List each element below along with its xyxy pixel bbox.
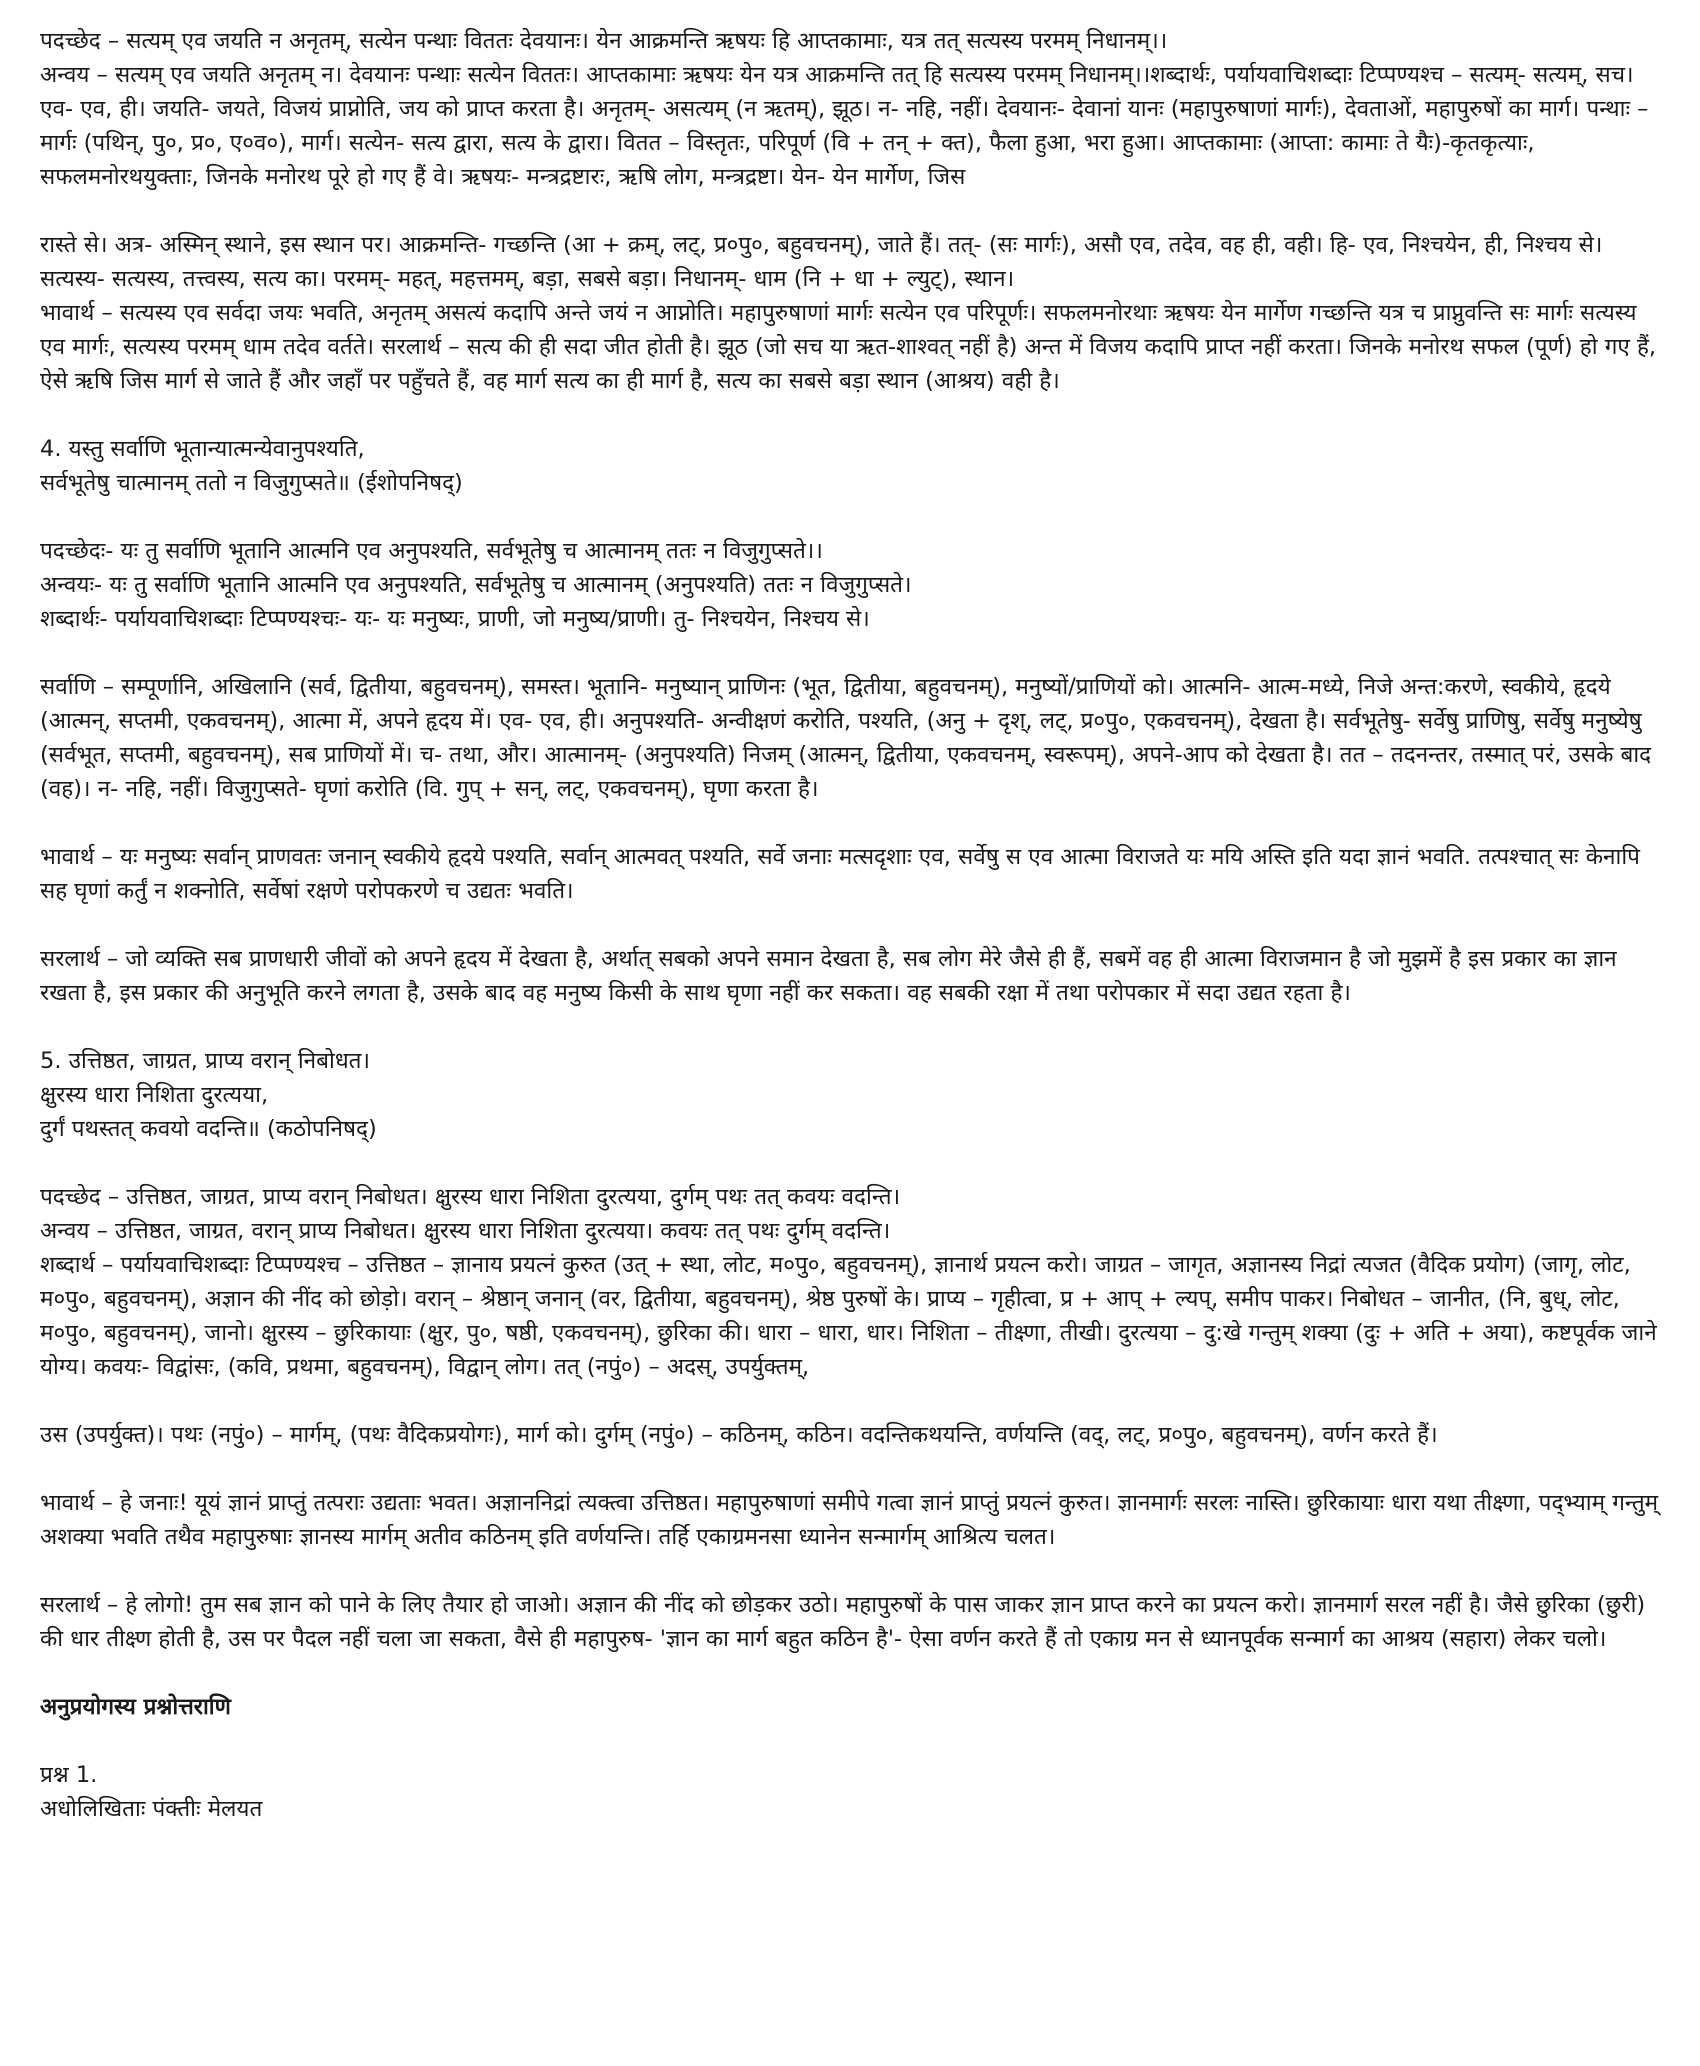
text-line: पदच्छेदः- यः तु सर्वाणि भूतानि आत्मनि एव अनुपश्यति, सर्वभूतेषु च आत्मानम् ततः न विजुगुप्सते।। (40, 538, 823, 564)
text-line: सरलार्थ – हे लोगो! तुम सब ज्ञान को पाने के लिए तैयार हो जाओ। अज्ञान की नींद को छोड़कर उठो। महापुरुषों के पास जाकर ज्ञान प्राप्त करने का प्रयत्न करो। ज्ञानमार्ग सरल नहीं है। जैसे छुरिका (छुरी) की धार तीक्ष्ण होती है, उस पर पैदल नहीं चला जा सकता, वैसे ही महापुरुष- 'ज्ञान का मार्ग बहुत कठिन है'- ऐसा वर्णन करते हैं तो एकाग्र मन से ध्यानपूर्वक सन्मार्ग का आश्रय (सहारा) लेकर चलो। (40, 1592, 1646, 1652)
text-line: शब्दार्थः- पर्यायवाचिशब्दाः टिप्पण्यश्चः- यः- यः मनुष्यः, प्राणी, जो मनुष्य/प्राणी। तु- निश्चयेन, निश्चय से। (40, 606, 870, 632)
paragraph-padchhed-anvay-1 (40, 24, 1660, 194)
section-heading: अनुप्रयोगस्य प्रश्नोत्तराणि (40, 1694, 231, 1720)
text-line: उस (उपर्युक्त)। पथः (नपुं०) – मार्गम्, (पथः वैदिकप्रयोगः), मार्ग को। दुर्गम् (नपुं०) – कठिनम्, कठिन। वदन्तिकथयन्ति, वर्णयन्ति (वद्, लट्, प्र०पु०, बहुवचनम्), वर्णन करते हैं। (40, 1422, 1438, 1448)
text-line: सर्वाणि – सम्पूर्णानि, अखिलानि (सर्व, द्वितीया, बहुवचनम्), समस्त। भूतानि- मनुष्यान् प्राणिनः (भूत, द्वितीया, बहुवचनम्), मनुष्यों/प्राणियों को। आत्मनि- आत्म-मध्ये, निजे अन्त:करणे, स्वकीये, हृदये (आत्मन्, सप्तमी, एकवचनम्), आत्मा में, अपने हृदय में। एव- एव, ही। अनुपश्यति- अन्वीक्षणं करोति, पश्यति, (अनु + दृश्, लट्, प्र०पु०, एकवचनम्), देखता है। सर्वभूतेषु- सर्वेषु प्राणिषु, सर्वेषु मनुष्येषु (सर्वभूत, सप्तमी, बहुवचनम्), सब प्राणियों में। च- तथा, और। आत्मानम्- (अनुपश्यति) निजम् (आत्मन्, द्वितीया, एकवचनम्, स्वरूपम्), अपने-आप को देखता है। तत – तदनन्तर, तस्मात् परं, उसके बाद (वह)। न- नहि, नहीं। विजुगुप्सते- घृणां करोति (वि. गुप् + सन्, लट्, एकवचनम्), घृणा करता है। (40, 674, 1652, 802)
verse-line: क्षुरस्य धारा निशिता दुरत्यया, (40, 1082, 269, 1108)
text-line: सरलार्थ – जो व्यक्ति सब प्राणधारी जीवों को अपने हृदय में देखता है, अर्थात् सबको अपने समान देखता है, सब लोग मेरे जैसे ही हैं, सबमें वह ही आत्मा विराजमान है जो मुझमें है इस प्रकार का ज्ञान रखता है, इस प्रकार की अनुभूति करने लगता है, उसके बाद वह मनुष्य किसी के साथ घृणा नहीं कर सकता। वह सबकी रक्षा में तथा परोपकार में सदा उद्यत रहता है। (40, 946, 1617, 1006)
text-line: भावार्थ – हे जनाः! यूयं ज्ञानं प्राप्तुं तत्पराः उद्यताः भवत। अज्ञाननिद्रां त्यक्त्वा उत्तिष्ठत। महापुरुषाणां समीपे गत्वा ज्ञानं प्राप्तुं प्रयत्नं कुरुत। ज्ञानमार्गः सरलः नास्ति। छुरिकायाः धारा यथा तीक्ष्णा, पद्भ्याम् गन्तुम् अशक्या भवति तथैव महापुरुषाः ज्ञानस्य मार्गम् अतीव कठिनम् इति वर्णयन्ति। तर्हि एकाग्रमनसा ध्यानेन सन्मार्गम् आश्रित्य चलत। (40, 1490, 1659, 1550)
paragraph-saralarth-4 (40, 942, 1660, 1010)
question-1 (40, 1758, 1660, 1826)
text-line: रास्ते से। अत्र- अस्मिन् स्थाने, इस स्थान पर। आक्रमन्ति- गच्छन्ति (आ + क्रम्, लट्, प्र०पु०, बहुवचनम्), जाते हैं। तत्- (सः मार्गः), असौ एव, तदेव, वह ही, वही। हि- एव, निश्चयेन, ही, निश्चय से। सत्यस्य- सत्यस्य, तत्त्वस्य, सत्य का। परमम्- महत्, महत्तमम्, बड़ा, सबसे बड़ा। निधानम्- धाम (नि + धा + ल्युट्), स्थान। (40, 232, 1603, 292)
section-heading-block (40, 1690, 1660, 1724)
text-line: पदच्छेद – सत्यम् एव जयति न अनृतम्, सत्येन पन्थाः विततः देवयानः। येन आक्रमन्ति ऋषयः हि आप्तकामाः, यत्र तत् सत्यस्य परमम् निधानम्।। (40, 28, 1168, 54)
text-line: अन्वयः- यः तु सर्वाणि भूतानि आत्मनि एव अनुपश्यति, सर्वभूतेषु च आत्मानम् (अनुपश्यति) ततः न विजुगुप्सते। (40, 572, 912, 598)
paragraph-shabdarth-5-continued (40, 1418, 1660, 1452)
paragraph-padchhed-anvay-4 (40, 534, 1660, 636)
question-number: प्रश्न 1. (40, 1762, 98, 1788)
text-line: पदच्छेद – उत्तिष्ठत, जाग्रत, प्राप्य वरान् निबोधत। क्षुरस्य धारा निशिता दुरत्यया, दुर्गम् पथः तत् कवयः वदन्ति। (40, 1184, 901, 1210)
verse-5 (40, 1044, 1660, 1146)
verse-line: 5. उत्तिष्ठत, जाग्रत, प्राप्य वरान् निबोधत। (40, 1048, 371, 1074)
text-line: भावार्थ – यः मनुष्यः सर्वान् प्राणवतः जनान् स्वकीये हृदये पश्यति, सर्वान् आत्मवत् पश्यति, सर्वे जनाः मत्सदृशाः एव, सर्वेषु स एव आत्मा विराजते यः मयि अस्ति इति यदा ज्ञानं भवति. तत्पश्चात् सः केनापि सह घृणां कर्तुं न शक्नोति, सर्वेषां रक्षणे परोपकरणे च उद्यतः भवति। (40, 844, 1640, 904)
text-line: शब्दार्थ – पर्यायवाचिशब्दाः टिप्पण्यश्च – उत्तिष्ठत – ज्ञानाय प्रयत्नं कुरुत (उत् + स्था, लोट, म०पु०, बहुवचनम्), ज्ञानार्थ प्रयत्न करो। जाग्रत – जागृत, अज्ञानस्य निद्रां त्यजत (वैदिक प्रयोग) (जागृ, लोट, म०पु०, बहुवचनम्), अज्ञान की नींद को छोड़ो। वरान् – श्रेष्ठान् जनान् (वर, द्वितीया, बहुवचनम्), श्रेष्ठ पुरुषों के। प्राप्य – गृहीत्वा, प्र + आप् + ल्यप्, समीप पाकर। निबोधत – जानीत, (नि, बुध्, लोट, म०पु०, बहुवचनम्), जानो। क्षुरस्य – छुरिकायाः (क्षुर, पु०, षष्ठी, एकवचनम्), छुरिका की। धारा – धारा, धार। निशिता – तीक्ष्णा, तीखी। दुरत्यया – दु:खे गन्तुम् शक्या (दुः + अति + अया), कष्टपूर्वक जाने योग्य। कवयः- विद्वांसः, (कवि, प्रथमा, बहुवचनम्), विद्वान् लोग। तत् (नपुं०) – अदस्, उपर्युक्तम्, (40, 1252, 1657, 1380)
verse-line: दुर्गं पथस्तत् कवयो वदन्ति॥ (कठोपनिषद्) (40, 1116, 377, 1142)
paragraph-padchhed-anvay-5 (40, 1180, 1660, 1384)
question-instruction: अधोलिखिताः पंक्तीः मेलयत (40, 1796, 263, 1822)
paragraph-shabdarth-4 (40, 670, 1660, 806)
verse-4 (40, 432, 1660, 500)
text-line: भावार्थ – सत्यस्य एव सर्वदा जयः भवति, अनृतम् असत्यं कदापि अन्ते जयं न आप्नोति। महापुरुषाणां मार्गः सत्येन एव परिपूर्णः। सफलमनोरथाः ऋषयः येन मार्गेण गच्छन्ति यत्र च प्राप्नुवन्ति सः मार्गः सत्यस्य एव मार्गः, सत्यस्य परमम् धाम तदेव वर्तते। सरलार्थ – सत्य की ही सदा जीत होती है। झूठ (जो सच या ऋत-शाश्वत् नहीं है) अन्त में विजय कदापि प्राप्त नहीं करता। जिनके मनोरथ सफल (पूर्ण) हो गए हैं, ऐसे ऋषि जिस मार्ग से जाते हैं और जहाँ पर पहुँचते हैं, वह मार्ग सत्य का ही मार्ग है, सत्य का सबसे बड़ा स्थान (आश्रय) वही है। (40, 300, 1657, 394)
text-line: अन्वय – उत्तिष्ठत, जाग्रत, वरान् प्राप्य निबोधत। क्षुरस्य धारा निशिता दुरत्यया। कवयः तत् पथः दुर्गम् वदन्ति। (40, 1218, 891, 1244)
paragraph-bhavarth-5 (40, 1486, 1660, 1554)
paragraph-bhavarth-4 (40, 840, 1660, 908)
text-line: अन्वय – सत्यम् एव जयति अनृतम् न। देवयानः पन्थाः सत्येन विततः। आप्तकामाः ऋषयः येन यत्र आक्रमन्ति तत् हि सत्यस्य परमम् निधानम्।।शब्दार्थः, पर्यायवाचिशब्दाः टिप्पण्यश्च – सत्यम्- सत्यम्, सच। एव- एव, ही। जयति- जयते, विजयं प्राप्नोति, जय को प्राप्त करता है। अनृतम्- असत्यम् (न ऋतम्), झूठ। न- नहि, नहीं। देवयानः- देवानां यानः (महापुरुषाणां मार्गः), देवताओं, महापुरुषों का मार्ग। पन्थाः – मार्गः (पथिन्, पु०, प्र०, ए०व०), मार्ग। सत्येन- सत्य द्वारा, सत्य के द्वारा। वितत – विस्तृतः, परिपूर्ण (वि + तन् + क्त), फैला हुआ, भरा हुआ। आप्तकामाः (आप्ता: कामाः ते यैः)-कृतकृत्याः, सफलमनोरथयुक्ताः, जिनके मनोरथ पूरे हो गए हैं वे। ऋषयः- मन्त्रद्रष्टारः, ऋषि लोग, मन्त्रद्रष्टा। येन- येन मार्गेण, जिस (40, 62, 1649, 190)
paragraph-shabdarth-bhavarth-1 (40, 228, 1660, 398)
paragraph-saralarth-5 (40, 1588, 1660, 1656)
verse-line: 4. यस्तु सर्वाणि भूतान्यात्मन्येवानुपश्यति, (40, 436, 365, 462)
verse-line: सर्वभूतेषु चात्मानम् ततो न विजुगुप्सते॥ (ईशोपनिषद्) (40, 470, 463, 496)
